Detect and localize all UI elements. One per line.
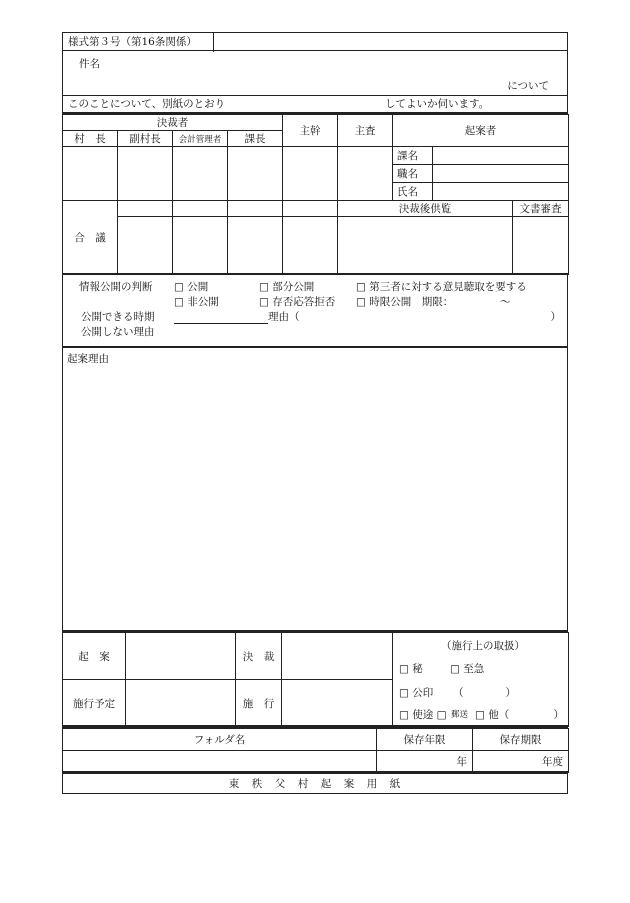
handling-title: （施行上の取扱） [441,640,525,652]
opt-mail[interactable]: 郵送 [451,710,469,720]
subject-section [62,51,568,96]
doc-review-cell[interactable] [513,217,569,275]
folder-name-cell[interactable] [63,751,377,773]
form-number: 様式第３号（第16条関係） [68,36,197,48]
role-accounting-manager: 会計管理者 [173,131,228,147]
opt-refuse[interactable]: □ 存否応答拒否 [259,296,336,308]
opt-seal[interactable]: □ 公印 [399,687,434,699]
approval-table [62,114,569,275]
after-review-header: 決裁後供覧 [338,201,513,217]
drafter-field-section: 課名 [393,147,433,165]
bottom-table [62,632,569,727]
consult-label: 合 議 [63,201,118,275]
form-header [62,32,568,51]
consult-seal-4[interactable] [283,217,338,275]
seal-paren: （ ） [453,687,516,699]
reason-label: 起案理由 [67,353,109,365]
seal-shusa[interactable] [338,147,393,201]
reason-open: 理由（ [268,311,300,323]
drafter-field-name: 氏名 [393,183,433,201]
doc-review-header: 文書審査 [513,201,569,217]
role-village-head: 村 長 [63,131,118,147]
not-reason-label: 公開しない理由 [81,326,155,338]
drafter-section-value[interactable] [433,147,569,165]
opt-secret[interactable]: □ 秘 [399,663,423,675]
seal-village-head[interactable] [63,147,118,201]
folder-section [62,726,568,772]
request-tail: してよいか伺います。 [385,98,490,110]
approvers-header: 決裁者 [63,115,283,131]
disclosure-section [62,275,568,348]
folder-label: フォルダ名 [63,729,377,751]
subject-suffix: について [507,80,549,92]
consult-cell-4[interactable] [283,201,338,217]
opt-other[interactable]: □ 他（ [475,709,510,721]
scheduled-date-cell[interactable] [126,680,236,727]
consult-cell-1[interactable] [118,201,173,217]
reason-close: ） [550,311,561,323]
drafter-name-value[interactable] [433,183,569,201]
timed-tilde: 〜 [500,296,511,308]
consult-seal-1[interactable] [118,217,173,275]
retention-period-cell[interactable]: 年度 [473,751,569,773]
footer-title: 東 秩 父 村 起 案 用 紙 [228,778,402,790]
request-lead: このことについて、別紙のとおり [68,98,226,110]
drafter-header: 起案者 [393,115,569,147]
decision-date-cell[interactable] [282,633,393,680]
retention-years-cell[interactable]: 年 [377,751,473,773]
retention-years-label: 保存年限 [377,729,473,751]
scheduled-label: 施行予定 [63,680,126,727]
seal-shukan[interactable] [283,147,338,201]
role-deputy-head: 副村長 [118,131,173,147]
drafter-field-title: 職名 [393,165,433,183]
after-review-cell[interactable] [338,217,513,275]
disclosure-judgment-label: 情報公開の判断 [79,281,153,293]
role-section-chief: 課長 [228,131,283,147]
approval-section [62,114,568,275]
draft-label: 起 案 [63,633,126,680]
seal-deputy-head[interactable] [118,147,173,201]
other-close: ） [553,709,564,721]
handling-cell [393,633,569,727]
shusa-header: 主査 [338,115,393,147]
shukan-header: 主幹 [283,115,338,147]
retention-period-label: 保存期限 [473,729,569,751]
when-underline[interactable] [174,323,268,324]
consult-seal-3[interactable] [228,217,283,275]
consult-seal-2[interactable] [173,217,228,275]
consult-cell-3[interactable] [228,201,283,217]
header-blank-cell [214,33,568,52]
reason-section[interactable] [62,348,568,632]
when-label: 公開できる時期 [81,311,155,323]
form-footer [62,772,568,794]
seal-accounting-manager[interactable] [173,147,228,201]
bottom-section [62,632,568,726]
form-number-cell [62,33,214,52]
opt-nonpublic[interactable]: □ 非公開 [174,296,219,308]
opt-urgent[interactable]: □ 至急 [450,663,485,675]
opt-messenger[interactable]: □ 使途 □ [399,709,447,721]
execute-label: 施 行 [236,680,282,727]
opt-third-party[interactable]: □ 第三者に対する意見聴取を要する [356,281,527,293]
decision-label: 決 裁 [236,633,282,680]
subject-label: 件名 [79,58,100,70]
draft-date-cell[interactable] [126,633,236,680]
folder-table [62,728,569,773]
seal-section-chief[interactable] [228,147,283,201]
opt-partial[interactable]: □ 部分公開 [259,281,315,293]
opt-public[interactable]: □ 公開 [174,281,209,293]
opt-timed[interactable]: □ 時限公開 期限： [356,296,454,308]
draft-form [62,32,568,794]
drafter-title-value[interactable] [433,165,569,183]
execute-date-cell[interactable] [282,680,393,727]
request-line [62,96,568,114]
consult-cell-2[interactable] [173,201,228,217]
